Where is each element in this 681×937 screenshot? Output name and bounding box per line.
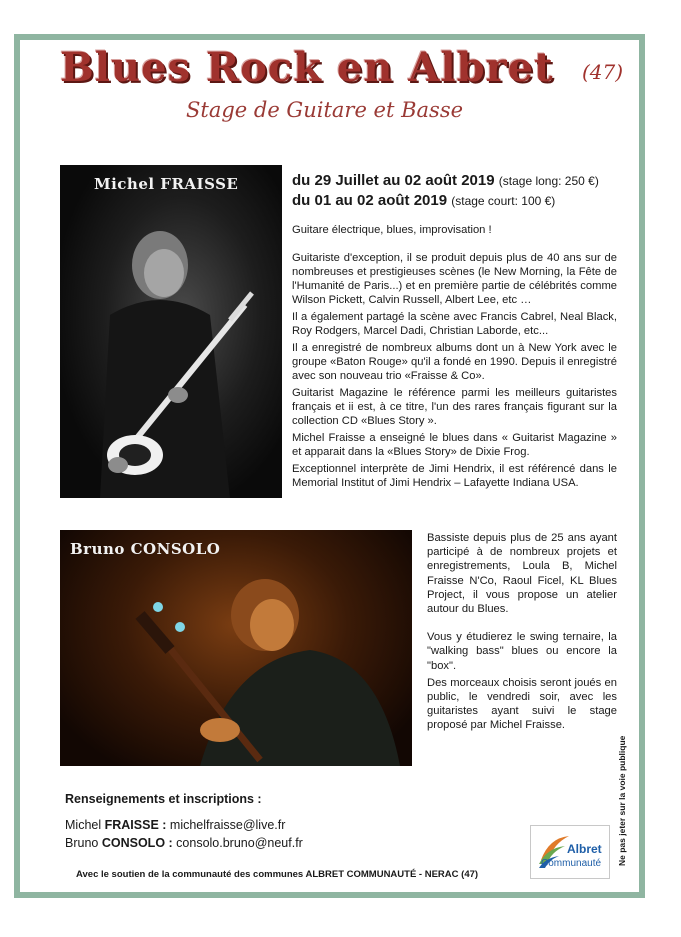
support-footer: Avec le soutien de la communauté des communes ALBRET COMMUNAUTÉ - NERAC (47): [76, 869, 479, 880]
michel-bio-paragraph: Michel Fraisse a enseigné le blues dans « Guitarist Magazine » et apparait dans la «Blues Story» de Dixie Frog.: [292, 432, 617, 458]
michel-bio-paragraph: Guitariste d'exception, il se produit depuis plus de 40 ans sur de nombreuses et prestigieuses scènes (le New Morning, la Fête de l'Humanité de Paris...) et en première partie de célébrités comme Wilson Pickett, Calvin Russell, Albert Lee, etc …: [292, 252, 617, 306]
contact-heading: Renseignements et inscriptions :: [65, 792, 262, 806]
contact-michel-email[interactable]: michelfraisse@live.fr: [169, 818, 286, 832]
contact-bruno: [65, 834, 303, 852]
contact-michel: [65, 816, 303, 834]
contact-michel-first: Michel: [65, 818, 102, 832]
michel-photo-caption: Michel FRAISSE: [94, 175, 239, 193]
date-short-text: du 01 au 02 août 2019: [292, 192, 448, 209]
contact-bruno-first: Bruno: [65, 836, 99, 850]
bruno-bio-paragraph: Bassiste depuis plus de 25 ans ayant participé à de nombreux projets et enregistrements, Loula B, Michel Fraisse N'Co, Raoul Ficel, KL Blues Project, il vous propose un atelier autour du Blues.: [427, 532, 617, 616]
contact-bruno-email[interactable]: consolo.bruno@neuf.fr: [176, 836, 303, 850]
michel-bio-paragraph: Il a enregistré de nombreux albums dont un à New York avec le groupe «Baton Rouge» qu'il a fondé en 1990. Depuis il enregistré avec son nouveau trio «Fraisse & Co».: [292, 342, 617, 382]
contact-block: [65, 790, 303, 852]
bruno-consolo-photo: [60, 530, 412, 766]
michel-bio: [292, 223, 617, 493]
date-long-text: du 29 Juillet au 02 août 2019: [292, 172, 495, 189]
guitarist-illustration: [60, 165, 282, 498]
vertical-note-text: Ne pas jeter sur la voie publique: [617, 735, 627, 866]
vertical-note: [617, 735, 629, 868]
logo-text-communaute: Communauté: [541, 858, 602, 869]
date-short-note: (stage court: 100 €): [451, 194, 556, 208]
bassist-illustration: [60, 530, 412, 766]
date-long: [292, 172, 599, 189]
date-short: [292, 192, 555, 209]
albret-communaute-logo: [530, 825, 610, 879]
contact-bruno-last: CONSOLO :: [101, 836, 173, 850]
bruno-photo-caption: Bruno CONSOLO: [70, 540, 221, 558]
bruno-bio-paragraph: Des morceaux choisis seront joués en public, le vendredi soir, avec les guitaristes ayant suivi le stage proposé par Michel Fraisse.: [427, 676, 617, 732]
poster-title: Blues Rock en Albret: [60, 44, 554, 91]
poster-subtitle: Stage de Guitare et Basse: [186, 98, 464, 122]
bruno-bio-paragraph: Vous y étudierez le swing ternaire, la "walking bass" blues ou encore la "box".: [427, 631, 617, 672]
poster-title-suffix: (47): [582, 60, 624, 84]
michel-bio-paragraph: Exceptionnel interprète de Jimi Hendrix, il est référencé dans le Memorial Institut of Jimi Hendrix – Lafayette Indiana USA.: [292, 463, 617, 489]
michel-bio-paragraph: Guitarist Magazine le référence parmi les meilleurs guitaristes français et ii est, à ce titre, l'un des rares français figurant sur la collection CD «Blues Story ».: [292, 387, 617, 427]
michel-fraisse-photo: [60, 165, 282, 498]
michel-bio-paragraph: Guitare électrique, blues, improvisation !: [292, 224, 492, 236]
michel-bio-paragraph: Il a également partagé la scène avec Francis Cabrel, Neal Black, Roy Rodgers, Marcel Dadi, Christian Laborde, etc...: [292, 311, 617, 337]
bruno-bio: [427, 531, 617, 736]
date-long-note: (stage long: 250 €): [498, 174, 599, 188]
contact-michel-last: FRAISSE :: [104, 818, 167, 832]
logo-text-albret: Albret: [567, 842, 602, 856]
